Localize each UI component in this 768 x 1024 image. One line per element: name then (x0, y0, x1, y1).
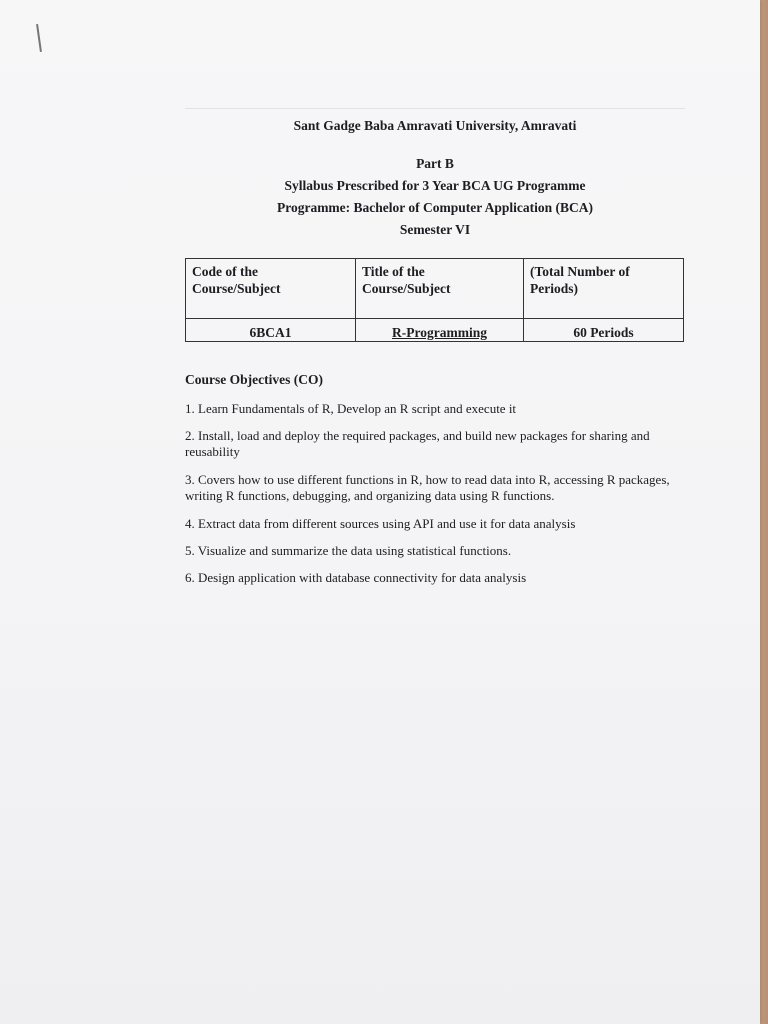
objectives-heading: Course Objectives (CO) (185, 372, 323, 387)
header-rule (185, 108, 685, 109)
table-header-title: Title of the Course/Subject (362, 264, 451, 296)
objective-item: 4. Extract data from different sources using API and use it for data analysis (185, 516, 576, 531)
table-header-periods: (Total Number of Periods) (530, 264, 630, 296)
syllabus-title: Syllabus Prescribed for 3 Year BCA UG Programme (284, 178, 586, 193)
pen-mark (36, 24, 42, 52)
university-name: Sant Gadge Baba Amravati University, Amravati (293, 118, 577, 133)
table-cell-code: 6BCA1 (249, 325, 292, 340)
objective-item: 6. Design application with database connectivity for data analysis (185, 570, 527, 585)
objective-item: 3. Covers how to use different functions in R, how to read data into R, accessing R packages, writing R functions, debugging, and organizing data using R functions. (185, 472, 670, 503)
table-divider (186, 318, 683, 319)
table-cell-title: R-Programming (392, 325, 487, 340)
objective-item: 5. Visualize and summarize the data using statistical functions. (185, 543, 512, 558)
programme-title: Programme: Bachelor of Computer Application (BCA) (276, 200, 594, 215)
table-cell-periods: 60 Periods (573, 325, 634, 340)
table-header-code: Code of the Course/Subject (192, 264, 281, 296)
objective-item: 2. Install, load and deploy the required packages, and build new packages for sharing and reusability (185, 428, 650, 459)
objective-item: 1. Learn Fundamentals of R, Develop an R script and execute it (185, 401, 517, 416)
course-table (185, 258, 684, 342)
semester-label: Semester VI (399, 222, 471, 237)
part-label: Part B (416, 156, 454, 171)
